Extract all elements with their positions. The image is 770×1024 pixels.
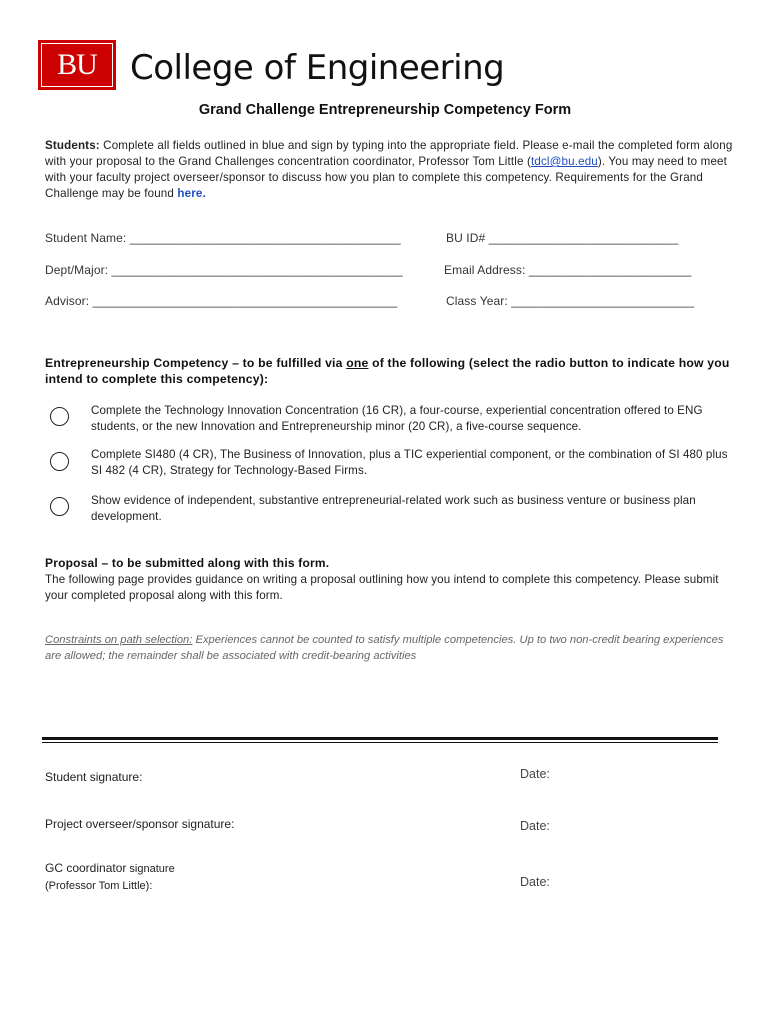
gc-label-a: GC coordinator bbox=[45, 861, 127, 875]
student-date-label[interactable]: Date: bbox=[520, 767, 550, 781]
competency-heading bbox=[45, 355, 735, 387]
sponsor-date-label[interactable]: Date: bbox=[520, 819, 550, 833]
bu-logo-text: BU bbox=[41, 43, 113, 87]
gc-label-line2: (Professor Tom Little): bbox=[45, 880, 153, 892]
gc-label-b: signature bbox=[126, 863, 175, 875]
intro-text-1: Complete all fields outlined in blue and sign by typing into the appropriate field. Please e-mail the completed form along with your proposal to the Grand Challenges concentration coordinator, Professor Tom Little ( bbox=[45, 139, 733, 168]
intro-paragraph bbox=[45, 138, 735, 202]
proposal-body: The following page provides guidance on writing a proposal outlining how you intend to complete this competency. Please submit your completed proposal along with this form. bbox=[45, 573, 719, 602]
email-address-field[interactable]: Email Address: ________________________ bbox=[444, 263, 692, 277]
requirements-link[interactable]: here. bbox=[177, 187, 206, 200]
constraints-note bbox=[45, 632, 735, 664]
competency-heading-one: one bbox=[346, 356, 369, 370]
advisor-field[interactable]: Advisor: _____________________________________________ bbox=[45, 294, 398, 308]
intro-lead: Students: bbox=[45, 139, 100, 152]
gc-date-label[interactable]: Date: bbox=[520, 875, 550, 889]
option-1-text: Complete the Technology Innovation Concentration (16 CR), a four-course, experiential concentration offered to ENG students, or the new Innovation and Entrepreneurship minor (20 CR), a five-course sequence. bbox=[91, 404, 703, 433]
constraints-text: Experiences cannot be counted to satisfy multiple competencies. Up to two non-credit bearing experiences are allowed; the remainder shall be associated with credit-bearing activities bbox=[45, 634, 724, 662]
form-title: Grand Challenge Entrepreneurship Competency Form bbox=[198, 102, 572, 118]
sponsor-signature-label[interactable]: Project overseer/sponsor signature: bbox=[45, 817, 235, 831]
option-3-text: Show evidence of independent, substantive entrepreneurial-related work such as business venture or business plan development. bbox=[91, 494, 696, 523]
intro-text-2: ). You may need to meet with your faculty project overseer/sponsor to discuss how you plan to complete this competency. Requirements for the Grand Challenge may be found bbox=[45, 155, 728, 200]
proposal-heading: Proposal – to be submitted along with this form. bbox=[45, 556, 330, 570]
competency-heading-pre: Entrepreneurship Competency – to be fulfilled via bbox=[45, 356, 347, 370]
option-2-text: Complete SI480 (4 CR), The Business of Innovation, plus a TIC experiential component, or the combination of SI 480 plus SI 482 (4 CR), Strategy for Technology-Based Firms. bbox=[91, 448, 728, 477]
student-name-field[interactable]: Student Name: ________________________________________ bbox=[45, 231, 401, 245]
email-link[interactable]: tdcl@bu.edu bbox=[530, 155, 598, 168]
dept-major-field[interactable]: Dept/Major: ___________________________________________ bbox=[45, 263, 403, 277]
college-name: College of Engineering bbox=[130, 48, 505, 88]
divider-thin bbox=[42, 742, 718, 743]
class-year-field[interactable]: Class Year: ___________________________ bbox=[446, 294, 695, 308]
bu-id-field[interactable]: BU ID# ____________________________ bbox=[446, 231, 679, 245]
gc-signature-label[interactable] bbox=[45, 860, 175, 894]
divider-thick bbox=[42, 737, 718, 740]
option-1-radio[interactable] bbox=[50, 407, 69, 426]
constraints-label: Constraints on path selection: bbox=[45, 634, 193, 646]
option-3-radio[interactable] bbox=[50, 497, 69, 516]
bu-logo bbox=[38, 40, 116, 90]
competency-heading-post: of the following (select the radio button to indicate how you intend to complete this competency): bbox=[45, 356, 730, 386]
option-2-radio[interactable] bbox=[50, 452, 69, 471]
student-signature-label[interactable]: Student signature: bbox=[45, 770, 143, 784]
